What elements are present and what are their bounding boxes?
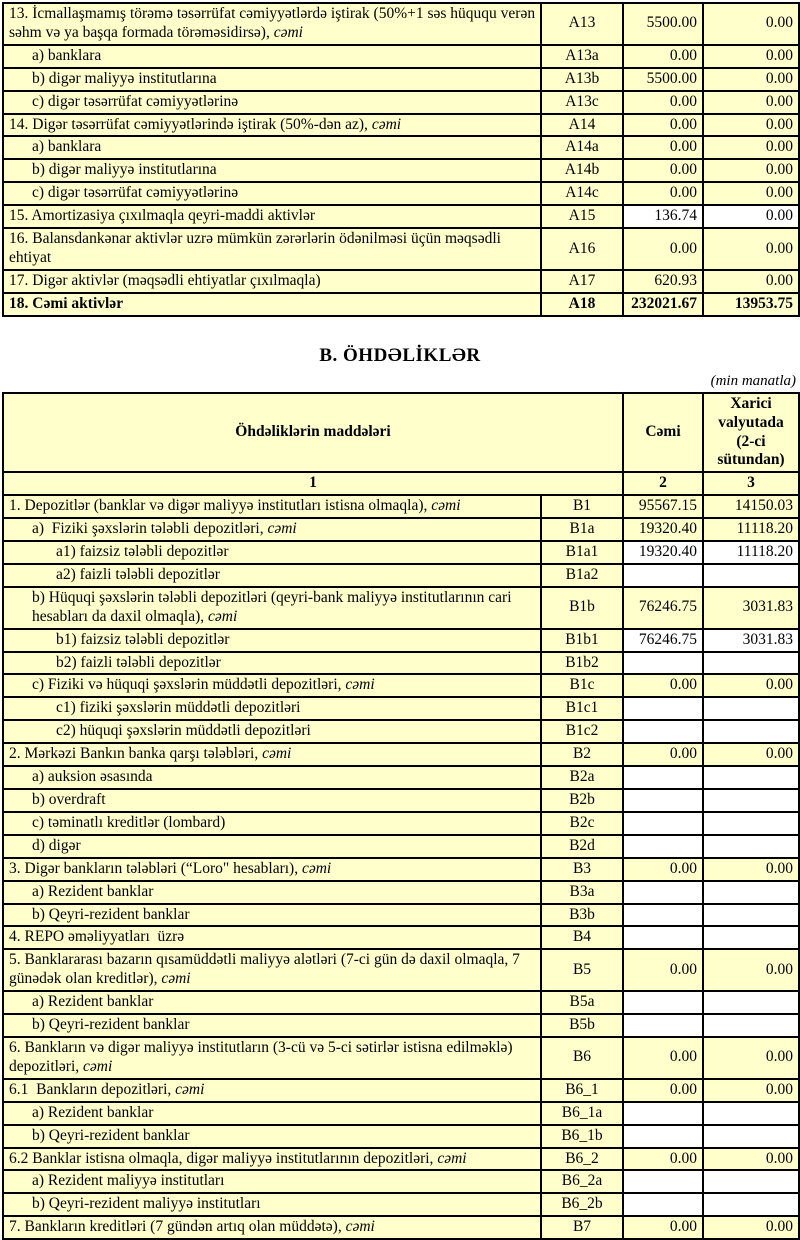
row-label: [3, 228, 541, 270]
row-label-text: 1. Depozitlər (banklar və digər maliyyə institutları istisna olmaqla),: [9, 497, 432, 515]
row-label-text: c2) hüquqi şəxslərin müddətli depozitləri: [56, 722, 311, 740]
row-value-foreign: [703, 1125, 799, 1148]
row-label-text: 6.1 Bankların depozitləri,: [9, 1080, 176, 1098]
row-label-emphasis: cəmi: [301, 859, 332, 877]
row-code: B2: [541, 743, 623, 766]
row-label-text: c) digər təsərrüfat cəmiyyətlərinə: [32, 92, 239, 110]
row-label-text: 6.2 Banklar istisna olmaqla, digər maliyyə institutlarının depozitləri,: [9, 1149, 438, 1167]
row-value-foreign: [703, 766, 799, 789]
row-label-text: 16. Balansdankənar aktivlər uzrə mümkün zərərlərin ödənilməsi üçün məqsədli ehtiyat: [9, 230, 501, 266]
row-label: [3, 1193, 541, 1216]
row-code: A13a: [541, 45, 623, 68]
table-row: [3, 518, 799, 541]
row-label: [3, 904, 541, 927]
row-code: B6_1b: [541, 1125, 623, 1148]
row-label: [3, 518, 541, 541]
table-row: [3, 1125, 799, 1148]
row-value-total: 95567.15: [623, 495, 703, 518]
row-label-text: b1) faizsiz tələbli depozitlər: [56, 630, 230, 648]
table-row: [3, 136, 799, 159]
row-label-text: b) digər maliyyə institutlarına: [32, 69, 217, 87]
row-label-emphasis: cəmi: [175, 1080, 205, 1098]
row-value-total: [623, 904, 703, 927]
row-label: [3, 68, 541, 91]
row-label-text: b) Qeyri-rezident banklar: [32, 905, 190, 923]
row-label: [3, 1014, 541, 1037]
row-label-text: c) Fiziki və hüquqi şəxslərin müddətli depozitləri,: [32, 676, 346, 694]
table-row: [3, 926, 799, 949]
row-value-total: [623, 926, 703, 949]
row-code: A18: [541, 293, 623, 316]
row-label-emphasis: cəmi: [273, 23, 303, 41]
table-row: [3, 766, 799, 789]
row-label: [3, 835, 541, 858]
row-code: B1a: [541, 518, 623, 541]
row-value-foreign: 0.00: [703, 743, 799, 766]
row-label-text: a) Rezident banklar: [32, 993, 154, 1011]
row-value-foreign: [703, 652, 799, 675]
liabilities-header-row: [3, 393, 799, 473]
row-value-foreign: 0.00: [703, 3, 799, 45]
row-label: [3, 1148, 541, 1171]
table-row: [3, 1014, 799, 1037]
row-value-total: 0.00: [623, 136, 703, 159]
row-label: [3, 91, 541, 114]
row-code: A15: [541, 205, 623, 228]
row-code: A14: [541, 114, 623, 137]
row-label: [3, 1079, 541, 1102]
row-value-total: 5500.00: [623, 68, 703, 91]
table-row: [3, 697, 799, 720]
table-row: [3, 541, 799, 564]
row-label-text: 17. Digər aktivlər (məqsədli ehtiyatlar çıxılmaqla): [9, 271, 321, 289]
row-label: [3, 652, 541, 675]
table-row: [3, 45, 799, 68]
row-label-text: b) digər maliyyə institutlarına: [32, 161, 217, 179]
row-value-total: 19320.40: [623, 541, 703, 564]
row-code: B1b2: [541, 652, 623, 675]
row-value-foreign: 13953.75: [703, 293, 799, 316]
row-value-total: [623, 991, 703, 1014]
row-value-total: [623, 1102, 703, 1125]
row-label-text: d) digər: [32, 836, 81, 854]
row-code: B1c1: [541, 697, 623, 720]
row-value-foreign: 0.00: [703, 1079, 799, 1102]
row-value-total: 0.00: [623, 1037, 703, 1079]
row-value-total: 620.93: [623, 270, 703, 293]
table-row: [3, 68, 799, 91]
row-value-foreign: [703, 1193, 799, 1216]
row-value-foreign: 3031.83: [703, 629, 799, 652]
table-row: [3, 3, 799, 45]
row-label-text: 18. Cəmi aktivlər: [9, 294, 124, 312]
row-code: B2c: [541, 812, 623, 835]
row-label: [3, 674, 541, 697]
row-label-text: c) təminatlı kreditlər (lombard): [32, 813, 226, 831]
table-row: [3, 91, 799, 114]
row-value-foreign: [703, 926, 799, 949]
row-label-text: 4. REPO əməliyyatları üzrə: [9, 928, 185, 946]
row-label: [3, 926, 541, 949]
row-code: B1a2: [541, 564, 623, 587]
row-label: [3, 205, 541, 228]
row-value-total: [623, 812, 703, 835]
row-label-text: a) Rezident maliyyə institutları: [32, 1172, 225, 1190]
row-value-foreign: 0.00: [703, 45, 799, 68]
row-label-text: 2. Mərkəzi Bankın banka qarşı tələbləri,: [9, 745, 263, 763]
row-value-total: 76246.75: [623, 629, 703, 652]
row-value-foreign: 0.00: [703, 136, 799, 159]
row-label-text: 6. Bankların və digər maliyyə institutların (3-cü və 5-ci sətirlər istisna edilməklə) depozitləri,: [9, 1038, 513, 1075]
table-row: [3, 1193, 799, 1216]
table-row: [3, 495, 799, 518]
row-code: B5: [541, 949, 623, 991]
row-value-foreign: 11118.20: [703, 541, 799, 564]
column-number-3: 3: [703, 472, 799, 495]
section-b-title: B. ÖHDƏLİKLƏR: [319, 344, 481, 366]
table-row: [3, 205, 799, 228]
row-label: [3, 766, 541, 789]
row-code: B5b: [541, 1014, 623, 1037]
row-label: [3, 1216, 541, 1239]
table-row: [3, 674, 799, 697]
row-value-foreign: 11118.20: [703, 518, 799, 541]
row-value-foreign: [703, 789, 799, 812]
row-value-total: [623, 720, 703, 743]
row-label-emphasis: cəmi: [371, 115, 402, 133]
table-row: [3, 789, 799, 812]
row-value-total: 0.00: [623, 743, 703, 766]
assets-table-body: [3, 3, 799, 316]
header-foreign-currency-label: Xarici valyutada (2-ci sütundan): [703, 393, 799, 473]
row-value-total: 0.00: [623, 91, 703, 114]
row-label: [3, 541, 541, 564]
row-value-foreign: 0.00: [703, 114, 799, 137]
row-value-total: 0.00: [623, 114, 703, 137]
table-row: [3, 949, 799, 991]
row-label-text: 7. Bankların kreditləri (7 gündən artıq olan müddətə),: [9, 1218, 346, 1236]
row-label-text: a) banklara: [32, 46, 102, 64]
row-value-foreign: [703, 835, 799, 858]
row-value-total: 136.74: [623, 205, 703, 228]
table-row: [3, 991, 799, 1014]
row-label-text: b) overdraft: [32, 791, 106, 808]
table-row: [3, 293, 799, 316]
row-label-emphasis: cəmi: [161, 970, 191, 988]
row-label-text: b) Hüquqi şəxslərin tələbli depozitləri (qeyri-bank maliyyə institutlarının cari hesabları da daxil olmaqla),: [32, 588, 512, 625]
row-value-foreign: [703, 1102, 799, 1125]
liabilities-table-head: [3, 393, 799, 496]
row-value-total: 0.00: [623, 182, 703, 205]
row-label-text: 3. Digər bankların tələbləri (“Loro" hesabları),: [9, 859, 302, 877]
row-value-foreign: 0.00: [703, 205, 799, 228]
row-code: A14c: [541, 182, 623, 205]
row-label-text: c1) fiziki şəxslərin müddətli depozitləri: [56, 699, 301, 717]
row-label: [3, 270, 541, 293]
row-label-text: a) Fiziki şəxslərin tələbli depozitləri,: [32, 520, 268, 538]
row-code: B3a: [541, 881, 623, 904]
table-row: [3, 587, 799, 629]
table-row: [3, 629, 799, 652]
table-row: [3, 1170, 799, 1193]
row-value-foreign: 3031.83: [703, 587, 799, 629]
row-label-emphasis: cəmi: [267, 520, 297, 538]
row-label-text: 15. Amortizasiya çıxılmaqla qeyri-maddi aktivlər: [9, 207, 316, 225]
row-label: [3, 293, 541, 316]
row-label-emphasis: cəmi: [437, 1149, 467, 1167]
column-numbers-row: [3, 472, 799, 495]
table-row: [3, 114, 799, 137]
row-value-foreign: [703, 1014, 799, 1037]
row-value-foreign: 0.00: [703, 159, 799, 182]
row-label-emphasis: cəmi: [262, 745, 292, 763]
row-label: [3, 564, 541, 587]
row-value-foreign: 0.00: [703, 1148, 799, 1171]
row-value-foreign: 0.00: [703, 1037, 799, 1079]
row-label-text: 13. İcmallaşmamış törəmə təsərrüfat cəmiyyətlərdə iştirak (50%+1 səs hüququ verən səhm və ya başqa formada törəməsidirsə),: [9, 5, 536, 41]
table-row: [3, 720, 799, 743]
row-label: [3, 881, 541, 904]
table-row: [3, 858, 799, 881]
row-label-text: c) digər təsərrüfat cəmiyyətlərinə: [32, 184, 239, 202]
row-label-text: a1) faizsiz tələbli depozitlər: [56, 543, 229, 561]
row-code: B6_1: [541, 1079, 623, 1102]
row-value-total: [623, 789, 703, 812]
table-row: [3, 1216, 799, 1239]
table-row: [3, 1079, 799, 1102]
row-value-foreign: [703, 697, 799, 720]
row-code: A13c: [541, 91, 623, 114]
row-label-text: b2) faizli tələbli depozitlər: [56, 653, 221, 671]
row-label: [3, 858, 541, 881]
row-label: [3, 159, 541, 182]
row-value-total: 0.00: [623, 858, 703, 881]
table-row: [3, 812, 799, 835]
table-row: [3, 270, 799, 293]
row-label: [3, 949, 541, 991]
row-value-total: [623, 652, 703, 675]
row-value-foreign: [703, 881, 799, 904]
row-code: B6_1a: [541, 1102, 623, 1125]
row-label-text: a) Rezident banklar: [32, 882, 154, 900]
row-label-text: a2) faizli tələbli depozitlər: [56, 565, 220, 583]
row-code: B1c2: [541, 720, 623, 743]
row-value-total: 0.00: [623, 949, 703, 991]
row-label-emphasis: cəmi: [431, 497, 461, 515]
row-label-text: 5. Banklararası bazarın qısamüddətli maliyyə alətləri (7-ci gün də daxil olmaqla, 7 günədək olan kreditlər),: [9, 951, 520, 988]
row-label: [3, 789, 541, 812]
row-value-total: 0.00: [623, 159, 703, 182]
row-label: [3, 1170, 541, 1193]
table-row: [3, 228, 799, 270]
liabilities-table-body: [3, 495, 799, 1239]
row-value-total: 232021.67: [623, 293, 703, 316]
row-value-total: [623, 835, 703, 858]
row-label: [3, 1125, 541, 1148]
row-code: A13: [541, 3, 623, 45]
row-value-total: [623, 697, 703, 720]
row-code: A14b: [541, 159, 623, 182]
row-label: [3, 697, 541, 720]
row-value-foreign: [703, 1170, 799, 1193]
header-total-label: Cəmi: [623, 393, 703, 473]
table-row: [3, 182, 799, 205]
row-value-total: [623, 1014, 703, 1037]
row-label: [3, 720, 541, 743]
row-value-foreign: 0.00: [703, 858, 799, 881]
table-row: [3, 835, 799, 858]
row-label-text: 14. Digər təsərrüfat cəmiyyətlərində iştirak (50%-dən az),: [9, 115, 372, 133]
table-row: [3, 1148, 799, 1171]
row-code: A16: [541, 228, 623, 270]
row-code: B1c: [541, 674, 623, 697]
row-label-text: a) Rezident banklar: [32, 1103, 154, 1121]
row-value-foreign: 0.00: [703, 68, 799, 91]
row-value-total: 0.00: [623, 1216, 703, 1239]
row-label-text: b) Qeyri-rezident maliyyə institutları: [32, 1195, 261, 1213]
table-row: [3, 881, 799, 904]
row-label: [3, 1102, 541, 1125]
row-value-foreign: [703, 904, 799, 927]
row-label: [3, 629, 541, 652]
row-value-total: 76246.75: [623, 587, 703, 629]
table-row: [3, 904, 799, 927]
row-value-total: [623, 1193, 703, 1216]
row-label-emphasis: cəmi: [345, 676, 375, 694]
row-value-total: [623, 1125, 703, 1148]
table-row: [3, 743, 799, 766]
row-label: [3, 991, 541, 1014]
row-value-foreign: 0.00: [703, 1216, 799, 1239]
row-code: B1: [541, 495, 623, 518]
row-value-foreign: 0.00: [703, 228, 799, 270]
row-value-foreign: [703, 991, 799, 1014]
row-value-foreign: [703, 564, 799, 587]
unit-note: (min manatla): [710, 372, 796, 389]
row-code: B1a1: [541, 541, 623, 564]
row-label: [3, 1037, 541, 1079]
row-value-total: [623, 766, 703, 789]
row-label: [3, 182, 541, 205]
row-label-emphasis: cəmi: [208, 607, 238, 625]
row-code: B1b1: [541, 629, 623, 652]
row-value-total: 5500.00: [623, 3, 703, 45]
table-row: [3, 652, 799, 675]
header-items-label: Öhdəliklərin maddələri: [3, 393, 623, 473]
row-value-total: [623, 564, 703, 587]
table-row: [3, 564, 799, 587]
row-label-emphasis: cəmi: [345, 1218, 375, 1236]
row-code: B7: [541, 1216, 623, 1239]
row-value-total: 0.00: [623, 45, 703, 68]
row-code: B3: [541, 858, 623, 881]
row-value-foreign: 0.00: [703, 182, 799, 205]
row-label-emphasis: cəmi: [83, 1057, 113, 1075]
row-code: B1b: [541, 587, 623, 629]
assets-table: [2, 2, 800, 317]
table-row: [3, 159, 799, 182]
row-label-text: a) banklara: [32, 138, 102, 156]
row-code: A17: [541, 270, 623, 293]
row-value-foreign: 14150.03: [703, 495, 799, 518]
row-value-foreign: 0.00: [703, 674, 799, 697]
row-label: [3, 812, 541, 835]
row-label-text: b) Qeyri-rezident banklar: [32, 1126, 190, 1144]
row-code: B6: [541, 1037, 623, 1079]
row-value-foreign: [703, 812, 799, 835]
liabilities-table: [2, 392, 800, 1240]
column-number-2: 2: [623, 472, 703, 495]
row-label-text: b) Qeyri-rezident banklar: [32, 1016, 190, 1034]
row-code: B6_2a: [541, 1170, 623, 1193]
row-value-foreign: 0.00: [703, 91, 799, 114]
row-value-total: 0.00: [623, 1148, 703, 1171]
row-code: B6_2: [541, 1148, 623, 1171]
row-value-total: 0.00: [623, 1079, 703, 1102]
column-number-1: 1: [3, 472, 623, 495]
row-label: [3, 743, 541, 766]
row-value-total: 19320.40: [623, 518, 703, 541]
row-label: [3, 136, 541, 159]
row-code: B3b: [541, 904, 623, 927]
row-value-foreign: 0.00: [703, 949, 799, 991]
table-row: [3, 1102, 799, 1125]
row-value-foreign: 0.00: [703, 270, 799, 293]
row-label: [3, 587, 541, 629]
row-code: B2d: [541, 835, 623, 858]
row-value-total: 0.00: [623, 228, 703, 270]
row-value-foreign: [703, 720, 799, 743]
row-code: B5a: [541, 991, 623, 1014]
row-code: A13b: [541, 68, 623, 91]
table-row: [3, 1037, 799, 1079]
row-label: [3, 45, 541, 68]
row-code: B2a: [541, 766, 623, 789]
row-code: B6_2b: [541, 1193, 623, 1216]
row-value-total: [623, 1170, 703, 1193]
row-label: [3, 495, 541, 518]
row-label-text: a) auksion əsasında: [32, 768, 153, 786]
row-code: B4: [541, 926, 623, 949]
row-code: B2b: [541, 789, 623, 812]
row-code: A14a: [541, 136, 623, 159]
row-value-total: [623, 881, 703, 904]
row-label: [3, 114, 541, 137]
row-value-total: 0.00: [623, 674, 703, 697]
row-label: [3, 3, 541, 45]
